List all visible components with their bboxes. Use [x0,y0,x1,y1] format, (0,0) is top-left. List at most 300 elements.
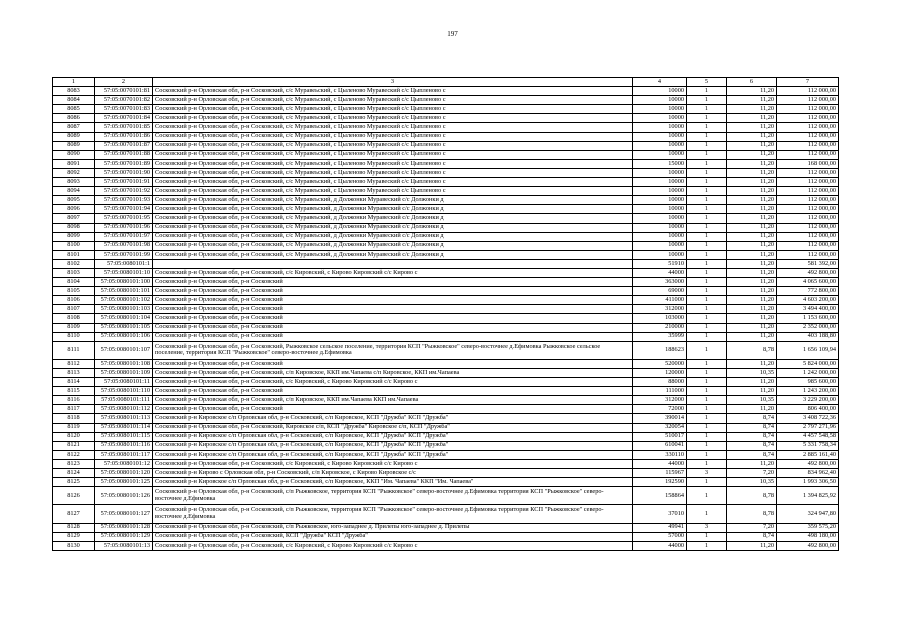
table-row [53,159,839,168]
rate-cell: 11,20 [727,132,777,141]
cadastral-value-cell: 112 000,00 [777,132,839,141]
cadastral-number-cell: 57:05:0070101:84 [95,114,153,123]
area-cell: 10000 [633,132,687,141]
area-cell: 115967 [633,469,687,478]
location-address-cell: Сосковский р-н Орловская обл, р-н Сосковский, с/с Муравеьский, с Цыленово Муравеский с/с Цыпленово с [153,141,633,150]
row-number-cell: 8107 [53,305,95,314]
category-cell: 1 [687,132,727,141]
area-cell: 10000 [633,168,687,177]
rate-cell: 11,20 [727,196,777,205]
cadastral-number-cell: 57:05:0080101:101 [95,287,153,296]
rate-cell: 11,20 [727,168,777,177]
category-cell: 1 [687,505,727,523]
table-row [53,214,839,223]
cadastral-number-cell: 57:05:0080101:102 [95,296,153,305]
cadastral-number-cell: 57:05:0070101:82 [95,96,153,105]
cadastral-number-cell: 57:05:0080101:114 [95,423,153,432]
category-cell: 1 [687,396,727,405]
area-cell: 10000 [633,214,687,223]
cadastral-value-cell: 581 392,00 [777,259,839,268]
row-number-cell: 8118 [53,414,95,423]
area-cell: 520000 [633,359,687,368]
cadastral-number-cell: 57:05:0080101:128 [95,523,153,532]
location-address-cell: Сосковский р-н Орловская обл, р-н Сосковский, с/с Муравеьский, с Цыленово Муравеский с/с Цыпленово с [153,168,633,177]
row-number-cell: 8114 [53,378,95,387]
area-cell: 49941 [633,523,687,532]
row-number-cell: 8092 [53,168,95,177]
col-header: 4 [633,78,687,87]
cadastral-value-cell: 112 000,00 [777,223,839,232]
table-row [53,223,839,232]
table-row [53,387,839,396]
area-cell: 210000 [633,323,687,332]
location-address-cell: Сосковский р-н Орловская обл, р-н Сосковский, с/п Кировское, ККП им.Чапаева ККП им.Чапаева [153,396,633,405]
category-cell: 1 [687,87,727,96]
row-number-cell: 8097 [53,214,95,223]
rate-cell: 11,20 [727,141,777,150]
area-cell: 10000 [633,150,687,159]
table-row [53,205,839,214]
col-header: 2 [95,78,153,87]
row-number-cell: 8113 [53,369,95,378]
cadastral-number-cell: 57:05:0070101:92 [95,187,153,196]
category-cell: 1 [687,414,727,423]
category-cell: 1 [687,123,727,132]
rate-cell: 8,78 [727,341,777,359]
cadastral-value-cell: 168 000,00 [777,159,839,168]
area-cell: 57000 [633,532,687,541]
row-number-cell: 8086 [53,114,95,123]
location-address-cell: Сосковский р-н Орловская обл, р-н Сосковский, с/с Кировский, с Кирово Кировский с/с Кирово с [153,378,633,387]
table-row [53,441,839,450]
category-cell: 3 [687,469,727,478]
cadastral-number-cell: 57:05:0070101:97 [95,232,153,241]
rate-cell: 11,20 [727,178,777,187]
cadastral-value-cell: 1 243 200,00 [777,387,839,396]
location-address-cell: Сосковский р-н Орловская обл, р-н Сосковский, с/с Муравеьский, с Цыленово Муравеский с/с Цыпленово с [153,105,633,114]
rate-cell: 7,20 [727,469,777,478]
col-header: 1 [53,78,95,87]
cadastral-number-cell: 57:05:0080101:125 [95,478,153,487]
area-cell: 510017 [633,432,687,441]
rate-cell: 11,20 [727,459,777,468]
row-number-cell: 8110 [53,332,95,341]
cadastral-number-cell: 57:05:0080101:12 [95,459,153,468]
cadastral-value-cell: 492 800,00 [777,459,839,468]
row-number-cell: 8089 [53,141,95,150]
header-row [53,78,839,87]
cadastral-value-cell: 492 800,00 [777,541,839,550]
area-cell: 120000 [633,369,687,378]
cadastral-value-cell: 4 603 200,00 [777,296,839,305]
rate-cell: 10,35 [727,396,777,405]
rate-cell: 11,20 [727,114,777,123]
cadastral-value-cell: 2 352 000,00 [777,323,839,332]
category-cell: 1 [687,105,727,114]
cadastral-value-cell: 806 400,00 [777,405,839,414]
area-cell: 10000 [633,187,687,196]
row-number-cell: 8085 [53,105,95,114]
row-number-cell: 8119 [53,423,95,432]
location-address-cell: Сосковский р-н Орловская обл, р-н Сосковский [153,387,633,396]
row-number-cell: 8109 [53,323,95,332]
cadastral-number-cell: 57:05:0080101:10 [95,268,153,277]
category-cell: 1 [687,214,727,223]
category-cell: 1 [687,459,727,468]
cadastral-number-cell: 57:05:0070101:96 [95,223,153,232]
location-address-cell: Сосковский р-н Кировское с/п Орловская обл, р-н Сосковский, с/п Кировское, КСП "Дружба" КСП "Дружба" [153,441,633,450]
location-address-cell: Сосковский р-н Орловская обл, р-н Сосковский [153,323,633,332]
cadastral-value-cell: 4 457 548,58 [777,432,839,441]
cadastral-value-cell: 5 331 758,34 [777,441,839,450]
row-number-cell: 8089 [53,132,95,141]
area-cell: 10000 [633,250,687,259]
category-cell: 1 [687,478,727,487]
table-row [53,123,839,132]
cadastral-value-cell: 3 408 722,36 [777,414,839,423]
rate-cell: 11,20 [727,214,777,223]
location-address-cell: Сосковский р-н Орловская обл, р-н Сосковский [153,278,633,287]
row-number-cell: 8125 [53,478,95,487]
row-number-cell: 8130 [53,541,95,550]
area-cell: 44000 [633,459,687,468]
row-number-cell: 8111 [53,341,95,359]
area-cell: 88000 [633,378,687,387]
table-row [53,378,839,387]
cadastral-number-cell: 57:05:0070101:91 [95,178,153,187]
table-row [53,268,839,277]
table-row [53,196,839,205]
row-number-cell: 8100 [53,241,95,250]
cadastral-value-cell: 1 993 306,50 [777,478,839,487]
location-address-cell: Сосковский р-н Кировское с/п Орловская обл, р-н Сосковский, с/п Кировское, КСП "Дружба" КСП "Дружба" [153,414,633,423]
row-number-cell: 8112 [53,359,95,368]
cadastral-value-cell: 834 962,40 [777,469,839,478]
cadastral-number-cell: 57:05:0080101:11 [95,378,153,387]
category-cell: 1 [687,323,727,332]
row-number-cell: 8121 [53,441,95,450]
cadastral-value-cell: 3 494 400,00 [777,305,839,314]
cadastral-number-cell: 57:05:0080101:116 [95,441,153,450]
table-row [53,532,839,541]
table-row [53,359,839,368]
cadastral-number-cell: 57:05:0080101:1 [95,259,153,268]
cadastral-value-cell: 112 000,00 [777,187,839,196]
rate-cell: 8,74 [727,423,777,432]
location-address-cell: Сосковский р-н Орловская обл, р-н Сосковский, с/с Муравеьский, с Цыленово Муравеский с/с Цыпленово с [153,132,633,141]
row-number-cell: 8099 [53,232,95,241]
area-cell: 10000 [633,223,687,232]
row-number-cell: 8087 [53,123,95,132]
row-number-cell: 8095 [53,196,95,205]
area-cell: 312000 [633,396,687,405]
rate-cell: 11,20 [727,259,777,268]
row-number-cell: 8105 [53,287,95,296]
cadastral-number-cell: 57:05:0080101:110 [95,387,153,396]
col-header: 6 [727,78,777,87]
table-row [53,369,839,378]
location-address-cell: Сосковский р-н Орловская обл, р-н Сосковский, с/с Муравеьский, с Цыленово Муравеский с/с Цыпленово с [153,187,633,196]
area-cell: 35999 [633,332,687,341]
rate-cell: 11,20 [727,268,777,277]
location-address-cell: Сосковский р-н Орловская обл, р-н Сосковский, Кировское с/п, КСП "Дружба" Кировское с/п, КСП "Дружба" [153,423,633,432]
location-address-cell: Сосковский р-н Орловская обл, р-н Сосковский, КСП "Дружба" КСП "Дружба" [153,532,633,541]
area-cell: 158864 [633,487,687,505]
table-row [53,505,839,523]
cadastral-number-cell: 57:05:0080101:105 [95,323,153,332]
area-cell: 51910 [633,259,687,268]
table-row [53,150,839,159]
area-cell: 10000 [633,96,687,105]
table-row [53,141,839,150]
area-cell: 103000 [633,314,687,323]
rate-cell: 11,20 [727,287,777,296]
cadastral-value-cell: 985 600,00 [777,378,839,387]
category-cell: 1 [687,241,727,250]
rate-cell: 11,20 [727,332,777,341]
rate-cell: 11,20 [727,241,777,250]
cadastral-value-cell: 2 797 271,96 [777,423,839,432]
location-address-cell [153,259,633,268]
cadastral-number-cell: 57:05:0070101:93 [95,196,153,205]
location-address-cell: Сосковский р-н Орловская обл, р-н Сосковский, с/с Кировский, с Кирово Кировский с/с Кирово с [153,459,633,468]
table-row [53,232,839,241]
area-cell: 10000 [633,123,687,132]
cadastral-number-cell: 57:05:0080101:108 [95,359,153,368]
rate-cell: 8,74 [727,414,777,423]
location-address-cell: Сосковский р-н Орловская обл, р-н Сосковский [153,314,633,323]
table-row [53,287,839,296]
location-address-cell: Сосковский р-н Орловская обл, р-н Сосковский, с/с Муравеьский, с Цыленово Муравеский с/с Цыпленово с [153,178,633,187]
row-number-cell: 8115 [53,387,95,396]
row-number-cell: 8104 [53,278,95,287]
rate-cell: 11,20 [727,87,777,96]
cadastral-number-cell: 57:05:0070101:90 [95,168,153,177]
area-cell: 69000 [633,287,687,296]
row-number-cell: 8096 [53,205,95,214]
cadastral-value-cell: 772 800,00 [777,287,839,296]
cadastral-value-cell: 492 800,00 [777,268,839,277]
category-cell: 1 [687,178,727,187]
cadastral-number-cell: 57:05:0070101:98 [95,241,153,250]
location-address-cell: Сосковский р-н Орловская обл, р-н Сосковский [153,332,633,341]
row-number-cell: 8094 [53,187,95,196]
rate-cell: 8,78 [727,505,777,523]
cadastral-number-cell: 57:05:0080101:115 [95,432,153,441]
category-cell: 1 [687,405,727,414]
area-cell: 320054 [633,423,687,432]
category-cell: 1 [687,432,727,441]
table-row [53,459,839,468]
cadastral-number-cell: 57:05:0080101:113 [95,414,153,423]
location-address-cell: Сосковский р-н Орловская обл, р-н Сосковский [153,405,633,414]
cadastral-number-cell: 57:05:0080101:117 [95,450,153,459]
cadastral-value-cell: 359 575,20 [777,523,839,532]
row-number-cell: 8103 [53,268,95,277]
row-number-cell: 8123 [53,459,95,468]
table-row [53,423,839,432]
table-row [53,259,839,268]
category-cell: 1 [687,141,727,150]
location-address-cell: Сосковский р-н Орловская обл, р-н Сосковский, с/с Кировский, с Кирово Кировский с/с Кирово с [153,268,633,277]
category-cell: 1 [687,250,727,259]
cadastral-number-cell: 57:05:0080101:127 [95,505,153,523]
table-row [53,405,839,414]
area-cell: 312000 [633,305,687,314]
row-number-cell: 8093 [53,178,95,187]
location-address-cell: Сосковский р-н Орловская обл, р-н Сосковский, с/с Муравеьский, с Цыленово Муравеский с/с Цыпленово с [153,123,633,132]
row-number-cell: 8101 [53,250,95,259]
cadastral-value-cell: 112 000,00 [777,96,839,105]
table-row [53,469,839,478]
area-cell: 188623 [633,341,687,359]
row-number-cell: 8084 [53,96,95,105]
table-row [53,487,839,505]
cadastral-value-cell: 2 885 161,40 [777,450,839,459]
location-address-cell: Сосковский р-н Орловская обл, р-н Сосковский, с/п Кировское, ККП им.Чапаева с/п Кировское, ККП им.Чапаева [153,369,633,378]
category-cell: 1 [687,387,727,396]
row-number-cell: 8128 [53,523,95,532]
location-address-cell: Сосковский р-н Орловская обл, р-н Сосковский, с/с Кировский, с Кирово Кировский с/с Кирово с [153,541,633,550]
category-cell: 1 [687,223,727,232]
location-address-cell: Сосковский р-н Орловская обл, р-н Сосковский, с/с Муравеьский, с Цыленово Муравеский с/с Цыпленово с [153,159,633,168]
category-cell: 1 [687,532,727,541]
cadastral-number-cell: 57:05:0080101:104 [95,314,153,323]
location-address-cell: Сосковский р-н Орловская обл, р-н Сосковский, с/с Муравеьский, д Должонки Муравеский с/с Должонки д [153,196,633,205]
category-cell: 1 [687,369,727,378]
location-address-cell: Сосковский р-н Кировское с/п Орловская обл, р-н Сосковский, с/п Кировское, КСП "Дружба" КСП "Дружба" [153,432,633,441]
cadastral-number-cell: 57:05:0080101:120 [95,469,153,478]
category-cell: 1 [687,187,727,196]
cadastral-number-cell: 57:05:0070101:99 [95,250,153,259]
cadastral-number-cell: 57:05:0080101:13 [95,541,153,550]
row-number-cell: 8122 [53,450,95,459]
category-cell: 1 [687,168,727,177]
rate-cell: 8,74 [727,432,777,441]
row-number-cell: 8120 [53,432,95,441]
location-address-cell: Сосковский р-н Кировское с/п Орловская обл, р-н Сосковский, с/п Кировское, КСП "Дружба" КСП "Дружба" [153,450,633,459]
table-row [53,305,839,314]
rate-cell: 11,20 [727,305,777,314]
cadastral-value-cell: 3 229 200,00 [777,396,839,405]
cadastral-number-cell: 57:05:0080101:126 [95,487,153,505]
area-cell: 10000 [633,241,687,250]
cadastral-value-cell: 112 000,00 [777,87,839,96]
rate-cell: 11,20 [727,323,777,332]
cadastral-value-cell: 112 000,00 [777,168,839,177]
rate-cell: 10,35 [727,478,777,487]
table-row [53,187,839,196]
table-row [53,332,839,341]
location-address-cell: Сосковский р-н Кировское с/п Орловская обл, р-н Сосковский, с/п Кировское, ККП "Им. Чапаева" ККП "Им. Чапаева" [153,478,633,487]
rate-cell: 11,20 [727,278,777,287]
cadastral-value-cell: 324 947,80 [777,505,839,523]
land-register-table [52,77,839,551]
table-row [53,87,839,96]
area-cell: 10000 [633,232,687,241]
area-cell: 10000 [633,114,687,123]
cadastral-number-cell: 57:05:0080101:109 [95,369,153,378]
cadastral-number-cell: 57:05:0080101:107 [95,341,153,359]
category-cell: 1 [687,278,727,287]
rate-cell: 11,20 [727,250,777,259]
cadastral-number-cell: 57:05:0070101:81 [95,87,153,96]
category-cell: 1 [687,259,727,268]
rate-cell: 11,20 [727,378,777,387]
area-cell: 10000 [633,196,687,205]
category-cell: 1 [687,378,727,387]
row-number-cell: 8102 [53,259,95,268]
cadastral-value-cell: 112 000,00 [777,141,839,150]
rate-cell: 11,20 [727,232,777,241]
rate-cell: 7,20 [727,523,777,532]
cadastral-number-cell: 57:05:0080101:112 [95,405,153,414]
table-row [53,241,839,250]
location-address-cell: Сосковский р-н Орловская обл, р-н Сосковский, с/с Муравеьский, д Должонки Муравеский с/с Должонки д [153,205,633,214]
table-row [53,250,839,259]
location-address-cell: Сосковский р-н Орловская обл, р-н Сосковский, с/с Муравеьский, с Цыленово Муравеский с/с Цыпленово с [153,150,633,159]
rate-cell: 11,20 [727,205,777,214]
area-cell: 10000 [633,87,687,96]
location-address-cell: Сосковский р-н Орловская обл, р-н Сосковский, с/с Муравеьский, д Должонки Муравеский с/с Должонки д [153,232,633,241]
rate-cell: 11,20 [727,296,777,305]
table-row [53,450,839,459]
cadastral-number-cell: 57:05:0070101:85 [95,123,153,132]
cadastral-value-cell: 112 000,00 [777,232,839,241]
row-number-cell: 8091 [53,159,95,168]
location-address-cell: Сосковский р-н Орловская обл, р-н Сосковский, с/с Муравеьский, д Должонки Муравеский с/с Должонки д [153,223,633,232]
rate-cell: 8,74 [727,450,777,459]
location-address-cell: Сосковский р-н Кирово с Орловская обл, р-н Сосковский, с/п Кировское, с Кирово Кировское с/с [153,469,633,478]
category-cell: 1 [687,341,727,359]
location-address-cell: Сосковский р-н Орловская обл, р-н Сосковский, с/п Рыжковское, территория КСП "Рыжковское" северо-восточнее д.Ефимовка территория КСП "Рыжковское" северо-восточнее д.Ефимовка [153,487,633,505]
area-cell: 192590 [633,478,687,487]
table-row [53,541,839,550]
cadastral-value-cell: 498 180,00 [777,532,839,541]
cadastral-value-cell: 112 000,00 [777,114,839,123]
row-number-cell: 8106 [53,296,95,305]
cadastral-number-cell: 57:05:0070101:86 [95,132,153,141]
table-row [53,323,839,332]
cadastral-number-cell: 57:05:0080101:100 [95,278,153,287]
table-row [53,396,839,405]
area-cell: 44000 [633,541,687,550]
cadastral-value-cell: 112 000,00 [777,205,839,214]
rate-cell: 11,20 [727,359,777,368]
rate-cell: 10,35 [727,369,777,378]
area-cell: 330110 [633,450,687,459]
row-number-cell: 8116 [53,396,95,405]
table-row [53,278,839,287]
area-cell: 10000 [633,178,687,187]
category-cell: 1 [687,96,727,105]
cadastral-value-cell: 4 065 600,00 [777,278,839,287]
cadastral-value-cell: 1 242 000,00 [777,369,839,378]
cadastral-number-cell: 57:05:0080101:111 [95,396,153,405]
table-row [53,96,839,105]
row-number-cell: 8124 [53,469,95,478]
location-address-cell: Сосковский р-н Орловская обл, р-н Сосковский, с/с Муравеьский, д Должонки Муравеский с/с Должонки д [153,214,633,223]
row-number-cell: 8127 [53,505,95,523]
location-address-cell: Сосковский р-н Орловская обл, р-н Сосковский, с/п Рыжковское, территория КСП "Рыжковское" северо-восточнее д.Ефимовка территория КСП "Рыжковское" северо-восточнее д.Ефимовка [153,505,633,523]
rate-cell: 11,20 [727,105,777,114]
rate-cell: 11,20 [727,187,777,196]
area-cell: 390014 [633,414,687,423]
rate-cell: 8,74 [727,441,777,450]
category-cell: 1 [687,205,727,214]
category-cell: 1 [687,332,727,341]
category-cell: 3 [687,523,727,532]
